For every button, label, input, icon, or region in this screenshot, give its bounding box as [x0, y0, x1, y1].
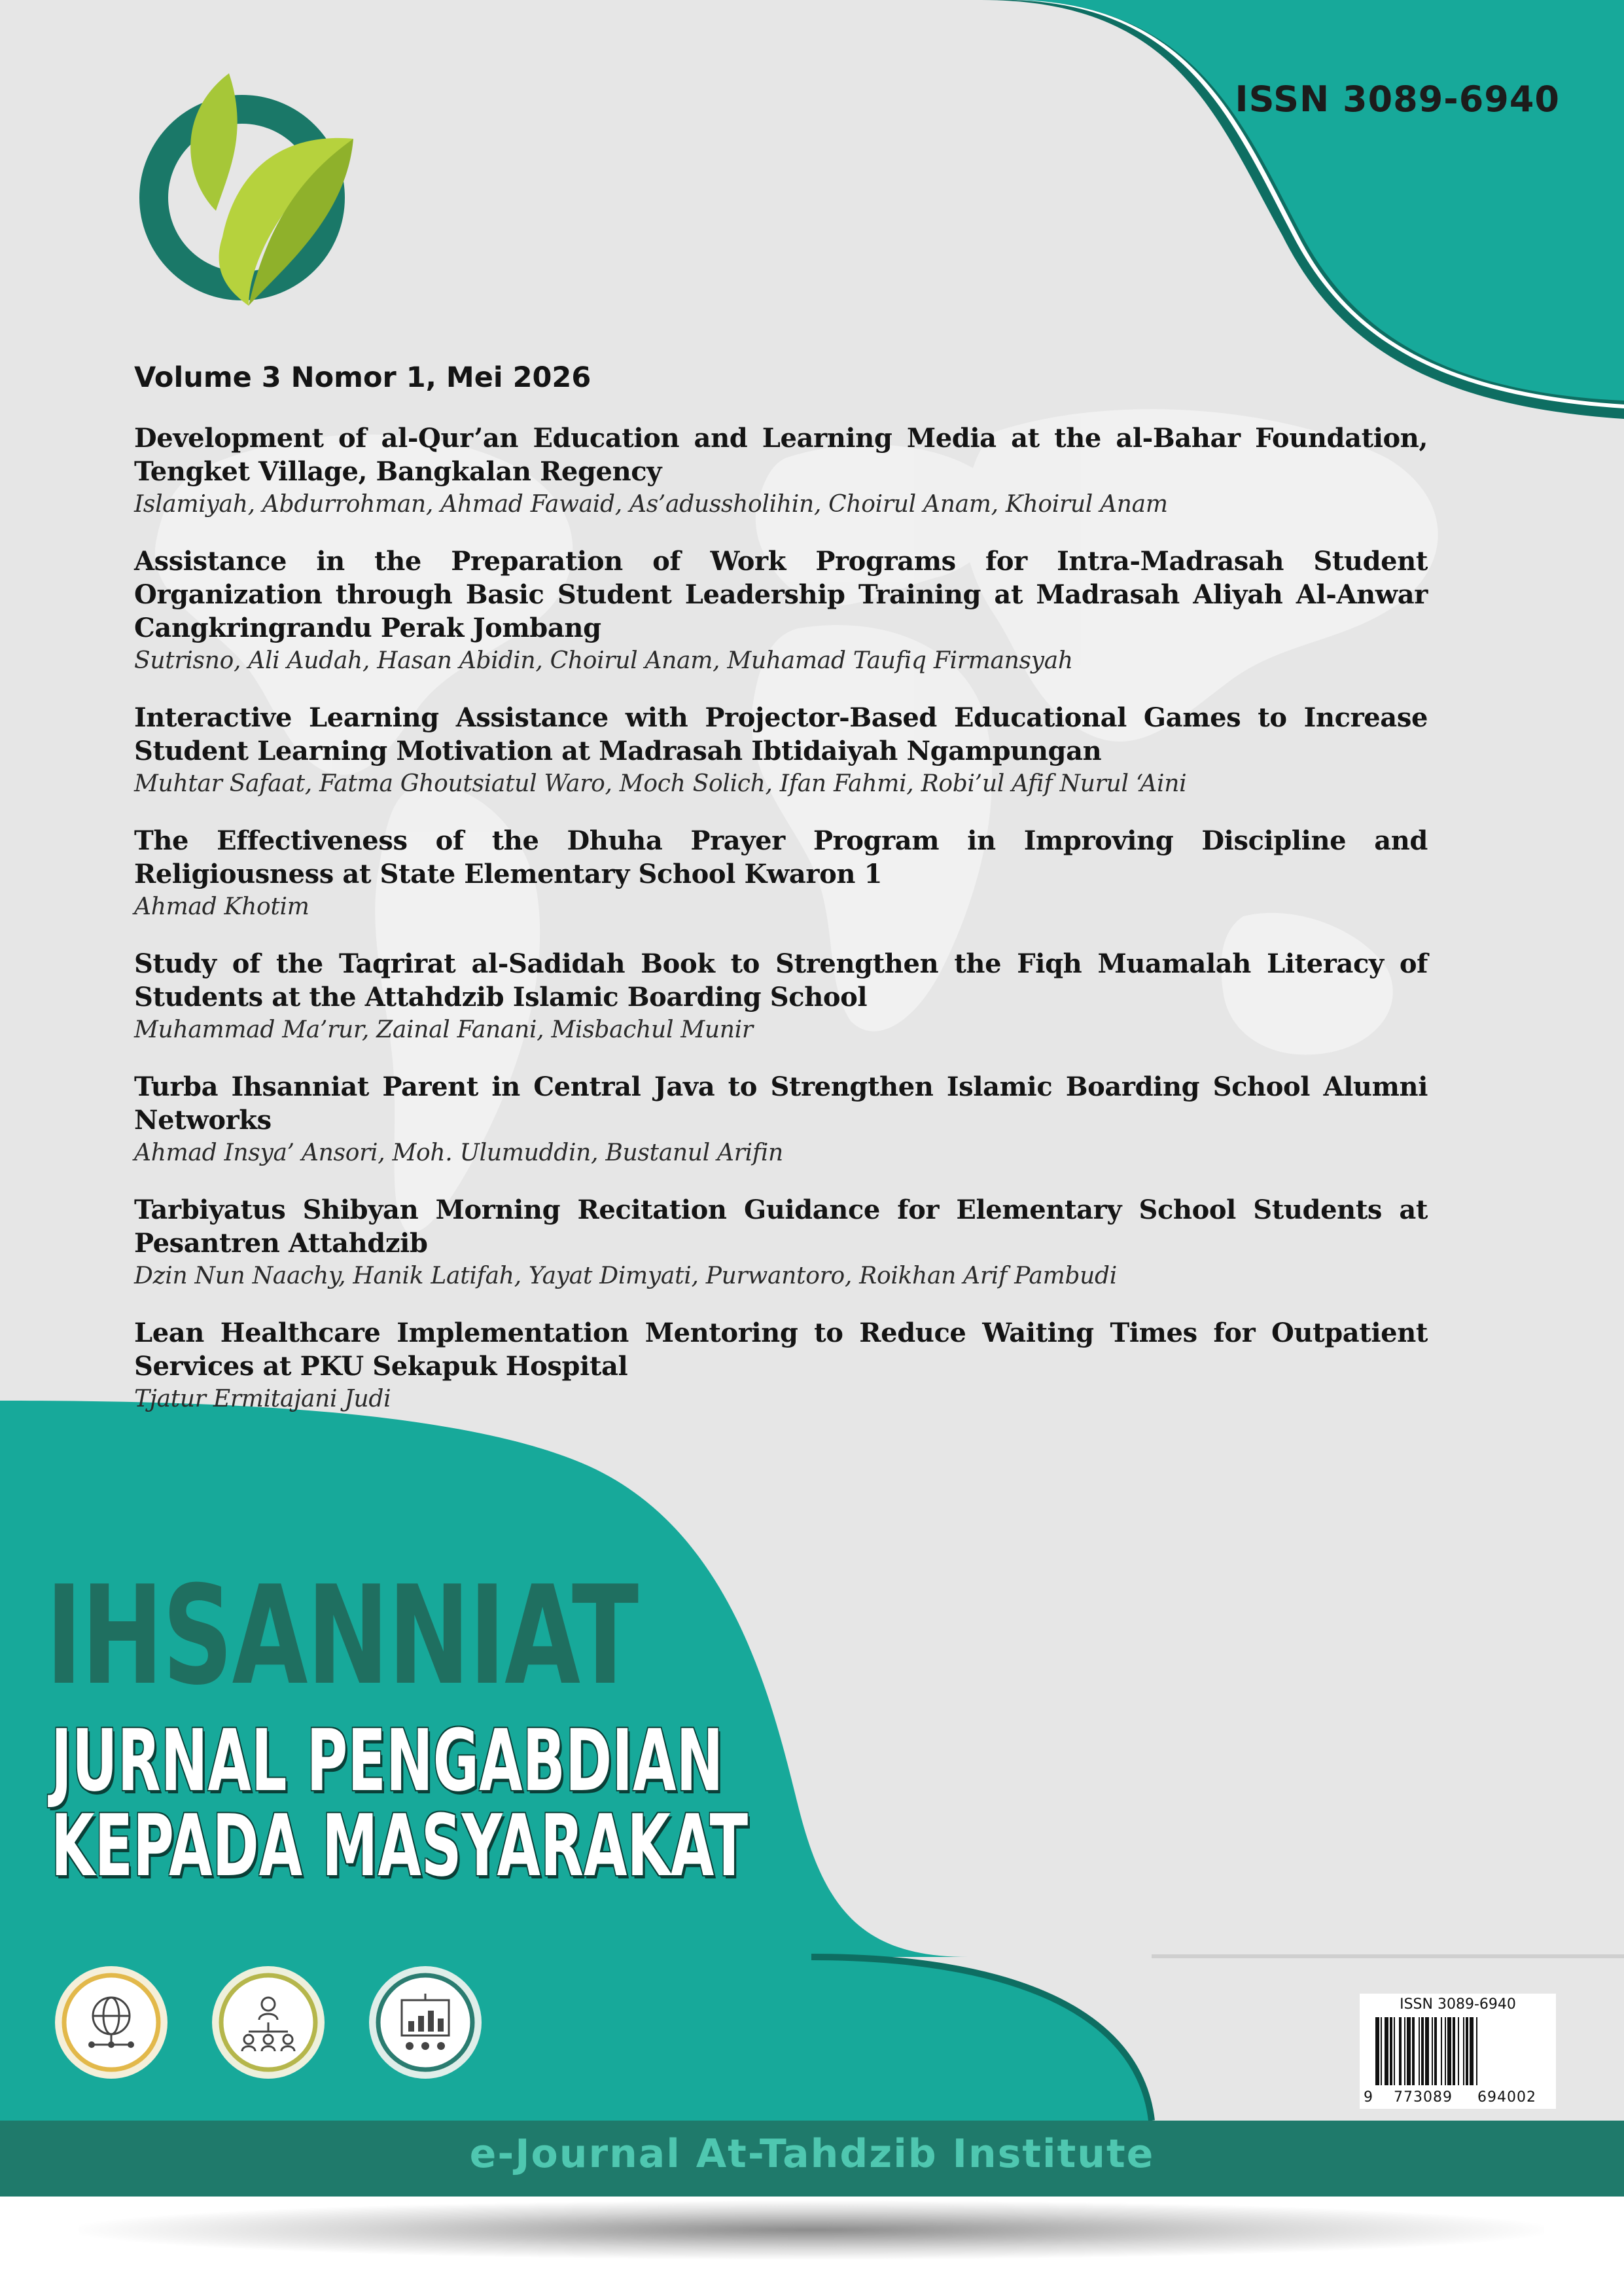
- article-title[interactable]: Interactive Learning Assistance with Projector-Based Educational Games to Increase Student Learning Motivation at Madrasah Ibtidaiyah Ngampungan: [134, 702, 1428, 766]
- article-authors: Islamiyah, Abdurrohman, Ahmad Fawaid, As’adussholihin, Choirul Anam, Khoirul Anam: [134, 491, 1168, 518]
- barcode-bar: [1445, 2017, 1446, 2085]
- journal-logo: [131, 73, 366, 309]
- footer-publisher: e-Journal At-Tahdzib Institute: [469, 2131, 1155, 2177]
- barcode-digits-left: 773089: [1394, 2089, 1453, 2106]
- volume-issue: Volume 3 Nomor 1, Mei 2026: [134, 361, 591, 394]
- barcode-digit-first: 9: [1364, 2089, 1373, 2106]
- cover-shadow: [79, 2200, 1544, 2259]
- barcode-bar: [1470, 2017, 1474, 2085]
- journal-name: IHSANNIAT: [46, 1557, 638, 1715]
- article-authors: Ahmad Khotim: [134, 893, 309, 920]
- article-entry[interactable]: [134, 701, 1428, 799]
- article-title[interactable]: Turba Ihsanniat Parent in Central Java to Strengthen Islamic Boarding School Alumni Networks: [134, 1071, 1428, 1136]
- barcode-bar: [1421, 2017, 1424, 2085]
- thin-strip: [1152, 1954, 1624, 1958]
- barcode-bars: [1375, 2017, 1543, 2088]
- journal-subtitle-line-1: JURNAL PENGABDIAN: [51, 1711, 724, 1810]
- article-entry[interactable]: [134, 545, 1428, 676]
- barcode-bar: [1432, 2017, 1433, 2085]
- top-swoosh-teal: [1021, 0, 1624, 401]
- article-title[interactable]: Lean Healthcare Implementation Mentoring to Reduce Waiting Times for Outpatient Services at PKU Sekapuk Hospital: [134, 1318, 1428, 1382]
- barcode-issn: ISSN 3089-6940: [1400, 1996, 1516, 2013]
- barcode-bar: [1476, 2017, 1477, 2085]
- article-entry[interactable]: [134, 824, 1428, 922]
- article-authors: Dzin Nun Naachy, Hanik Latifah, Yayat Dimyati, Purwantoro, Roikhan Arif Pambudi: [134, 1263, 1118, 1289]
- article-entry[interactable]: [134, 1316, 1428, 1414]
- article-title[interactable]: Development of al-Qur’an Education and Learning Media at the al-Bahar Foundation, Tengket Village, Bangkalan Regency: [134, 423, 1428, 487]
- people-hierarchy-icon: [209, 1964, 327, 2081]
- barcode-bar: [1375, 2017, 1379, 2085]
- article-entry[interactable]: [134, 1193, 1428, 1291]
- article-title[interactable]: Assistance in the Preparation of Work Programs for Intra-Madrasah Student Organization through Basic Student Leadership Training at Madrasah Aliyah Al-Anwar Cangkringrandu Perak Jombang: [134, 546, 1428, 643]
- issn-number: ISSN 3089-6940: [1235, 79, 1560, 120]
- article-title[interactable]: Study of the Taqrirat al-Sadidah Book to Strengthen the Fiqh Muamalah Literacy of Students at the Attahdzib Islamic Boarding School: [134, 948, 1428, 1013]
- barcode-bar: [1458, 2017, 1459, 2085]
- article-entry[interactable]: [134, 1070, 1428, 1168]
- barcode-bar: [1394, 2017, 1395, 2085]
- barcode-bar: [1390, 2017, 1392, 2085]
- presentation-chart-icon: [366, 1964, 484, 2081]
- barcode-bar: [1407, 2017, 1411, 2085]
- barcode-bar: [1385, 2017, 1388, 2085]
- barcode-bar: [1453, 2017, 1455, 2085]
- article-title[interactable]: Tarbiyatus Shibyan Morning Recitation Guidance for Elementary School Students at Pesantren Attahdzib: [134, 1194, 1428, 1259]
- article-entry[interactable]: [134, 422, 1428, 520]
- barcode-bar: [1399, 2017, 1402, 2085]
- barcode-bar: [1441, 2017, 1442, 2085]
- article-authors: Muhammad Ma’rur, Zainal Fanani, Misbachul Munir: [134, 1016, 753, 1043]
- article-title[interactable]: The Effectiveness of the Dhuha Prayer Program in Improving Discipline and Religiousness at State Elementary School Kwaron 1: [134, 825, 1428, 889]
- barcode-bar: [1419, 2017, 1420, 2085]
- barcode-bar: [1381, 2017, 1382, 2085]
- article-entry[interactable]: [134, 947, 1428, 1045]
- globe-network-icon: [52, 1964, 170, 2081]
- barcode-bar: [1466, 2017, 1468, 2085]
- article-authors: Muhtar Safaat, Fatma Ghoutsiatul Waro, Moch Solich, Ifan Fahmi, Robi’ul Afif Nurul ‘Aini: [134, 770, 1187, 797]
- barcode-bar: [1425, 2017, 1429, 2085]
- article-authors: Tjatur Ermitajani Judi: [134, 1386, 391, 1412]
- isbn-barcode: [1360, 1994, 1556, 2109]
- article-authors: Sutrisno, Ali Audah, Hasan Abidin, Choirul Anam, Muhamad Taufiq Firmansyah: [134, 647, 1073, 674]
- barcode-bar: [1434, 2017, 1437, 2085]
- barcode-bar: [1447, 2017, 1451, 2085]
- barcode-bar: [1412, 2017, 1415, 2085]
- article-authors: Ahmad Insya’ Ansori, Moh. Ulumuddin, Bustanul Arifin: [134, 1139, 783, 1166]
- barcode-bar: [1463, 2017, 1464, 2085]
- table-of-contents: [134, 422, 1428, 1439]
- barcode-bar: [1404, 2017, 1405, 2085]
- barcode-digits-right: 694002: [1477, 2089, 1536, 2106]
- journal-subtitle-line-2: KEPADA MASYARAKAT: [51, 1796, 749, 1895]
